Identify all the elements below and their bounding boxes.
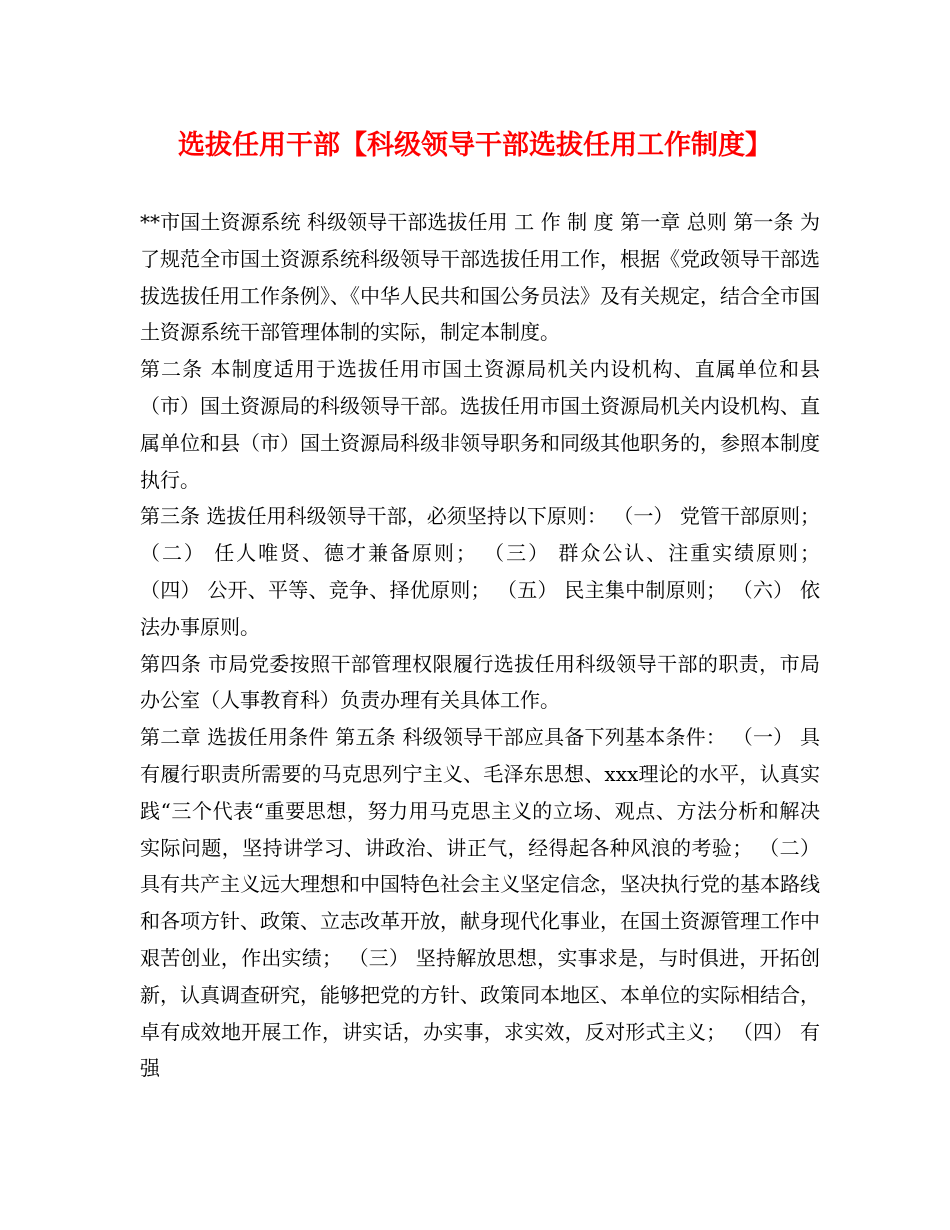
- paragraph-chapter1-article1: **市国土资源系统 科级领导干部选拔任用 工 作 制 度 第一章 总则 第一条 为了规范全市国土资源系统科级领导干部选拔任用工作，根据《党政领导干部选拔选拔任用工作条例》、《中华人民共和国公务员法》及有关规定，结合全市国土资源系统干部管理体制的实际，制定本制度。: [140, 210, 820, 345]
- paragraph-chapter2-article5: 第二章 选拔任用条件 第五条 科级领导干部应具备下列基本条件： （一） 具有履行职责所需要的马克思列宁主义、毛泽东思想、xxx理论的水平，认真实践“三个代表“重要思想，努力用马克思主义的立场、观点、方法分析和解决实际问题，坚持讲学习、讲政治、讲正气，经得起各种风浪的考验； （二） 具有共产主义远大理想和中国特色社会主义坚定信念，坚决执行党的基本路线和各项方针、政策、立志改革开放，献身现代化事业，在国土资源管理工作中艰苦创业，作出实绩； （三） 坚持解放思想，实事求是，与时俱进，开拓创新，认真调查研究，能够把党的方针、政策同本地区、本单位的实际相结合，卓有成效地开展工作，讲实话，办实事，求实效，反对形式主义； （四） 有强: [140, 725, 820, 1081]
- document-title: 选拔任用干部【科级领导干部选拔任用工作制度】: [178, 130, 772, 161]
- paragraph-article4: 第四条 市局党委按照干部管理权限履行选拔任用科级领导干部的职责，市局办公室（人事教育科）负责办理有关具体工作。: [140, 651, 820, 713]
- document-body: [140, 204, 820, 1087]
- paragraph-article3: 第三条 选拔任用科级领导干部，必须坚持以下原则： （一） 党管干部原则； （二） 任人唯贤、德才兼备原则； （三） 群众公认、注重实绩原则； （四） 公开、平等、竞争、择优原则； （五） 民主集中制原则； （六） 依法办事原则。: [140, 504, 820, 639]
- paragraph-article2: 第二条 本制度适用于选拔任用市国土资源局机关内设机构、直属单位和县（市）国土资源局的科级领导干部。选拔任用市国土资源局机关内设机构、直属单位和县（市）国土资源局科级非领导职务和同级其他职务的，参照本制度执行。: [140, 357, 820, 492]
